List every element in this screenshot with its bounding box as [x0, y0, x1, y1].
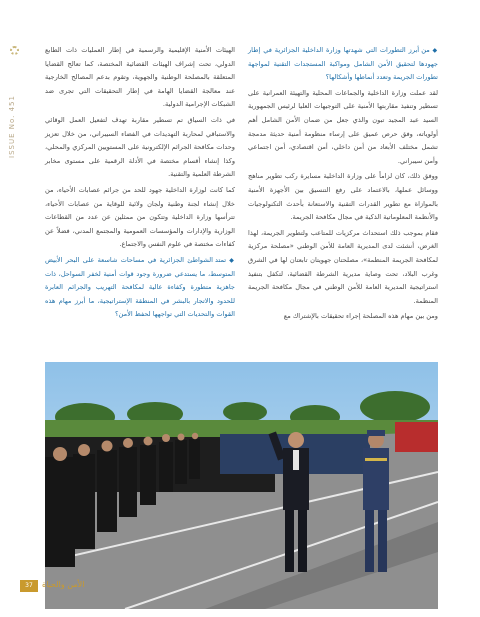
body-paragraph: فقام بموجب ذلك استحداث مركزيات للمتاعب ولتطوير الجريمة، لهذا الغرض، أنشئت لدى المديرية العامة للأمن الوطني «مصلحة مركزية لمكافحة الجريمة المنظمة»، مصلحتان جهويتان تابعتان لها في الشرق وغرب البلاد، تحت وصاية مديرية الشرطة القضائية، لتكفل بتنفيذ استراتيجية المديرية العامة للأمن الوطني في مجال مكافحة الجريمة المنظمة. — [248, 228, 438, 305]
bullet-icon: ◆ — [226, 256, 235, 264]
body-paragraph: في ذات السياق تم تسطير مقاربة تهدف لتفعيل العمل الوقائي والاستباقي لمحاربة التهديدات في الفضاء السيبراني، من خلال تعزيز وحدات مكافحة الجرائم الإلكترونية على المستويين المركزي والمحلي، وكذا إنشاء أقسام مختصة في الأدلة الرقمية على مستوى مخابر الشرطة العلمية والتقنية. — [45, 115, 235, 179]
gear-icon — [10, 46, 19, 55]
body-paragraph: الهيئات الأمنية الإقليمية والرسمية في إطار العمليات ذات الطابع الدولي، تحت إشراف الهيئات القضائية المختصة، كما تعالج القضايا المتعلقة بالمصلحة الوطنية والجهوية، وتقوم بدعم المصالح الخارجية عند معالجة القضايا الهامة في إطار التحقيقات التي تجرى ضد الشبكات الإجرامية الدولية. — [45, 46, 235, 109]
magazine-title: الأمن والحياة — [42, 580, 85, 589]
right-column — [248, 44, 438, 326]
body-paragraph: لقد عملت وزارة الداخلية والجماعات المحلية والتهيئة العمرانية على تسطير وتنفيذ مقاربتها الأمنية على التوجيهات العليا لرئيس الجمهورية السيد عبد المجيد تبون والذي جعل من ضمان الأمن الشامل أهم أولوياته، وفق حرص عميق على إرساء منظومة أمنية حديثة مدمجة تشمل مختلف الأبعاد من أمن داخلي، أمن اقتصادي، أمن اجتماعي وأمن سيبراني. — [248, 88, 438, 165]
question-text: تمتد الشواطئ الجزائرية في مساحات شاسعة على البحر الأبيض المتوسط، ما يستدعي ضرورة وجود قوات أمنية لخفر السواحل، ذات جاهزية متطورة وكفاءة عالية لمكافحة التهريب والجرائم العابرة للحدود والاتجار بالبشر في المنطقة الإستراتيجية، ما أبرز مهام هذه القوات والتحديات التي تواجهها لحفظ الأمن؟ — [45, 255, 235, 319]
body-paragraph: كما كانت لوزارة الداخلية جهود للحد من جرائم عصابات الأحياء، من خلال إنشاء لجنة وطنية ولجان ولائية للوقاية من عصابات الأحياء، تترأسها وزارة الداخلية وتتكون من ممثلين عن عدد من القطاعات الوزارية والإدارات والمؤسسات العمومية والمجتمع المدني، فضلاً عن كفاءات مختصة في علوم النفس والاجتماع. — [45, 185, 235, 249]
issue-number: ISSUE No. 451 — [8, 95, 16, 158]
question-text: من أبرز التطورات التي شهدتها وزارة الداخلية الجزائرية في إطار جهودها لتحقيق الأمن الشامل ومواكبة المستجدات التقنية لمواجهة تطورات الجريمة وتعدد أنماطها وأشكالها؟ — [248, 46, 438, 82]
left-column — [45, 44, 235, 324]
article-photo — [45, 362, 438, 609]
page-number: 37 — [20, 580, 38, 592]
body-paragraph: ووفق ذلك، كان لزاماً على وزارة الداخلية مسايرة ركب تطوير مناهج ووسائل عملها، بالاعتماد على رفع التنسيق بين الأجهزة الأمنية بالموازاة مع تطوير القدرات التقنية والاستعانة بأحدث التكنولوجيات والأنظمة المعلوماتية الذكية في مجال مكافحة الجريمة. — [248, 172, 438, 222]
question-paragraph — [45, 254, 235, 322]
side-strip — [0, 0, 30, 617]
bullet-icon: ◆ — [429, 47, 438, 54]
body-paragraph: ومن بين مهام هذه المصلحة إجراء تحقيقات بالإشتراك مع — [283, 312, 438, 321]
question-paragraph — [248, 44, 438, 85]
